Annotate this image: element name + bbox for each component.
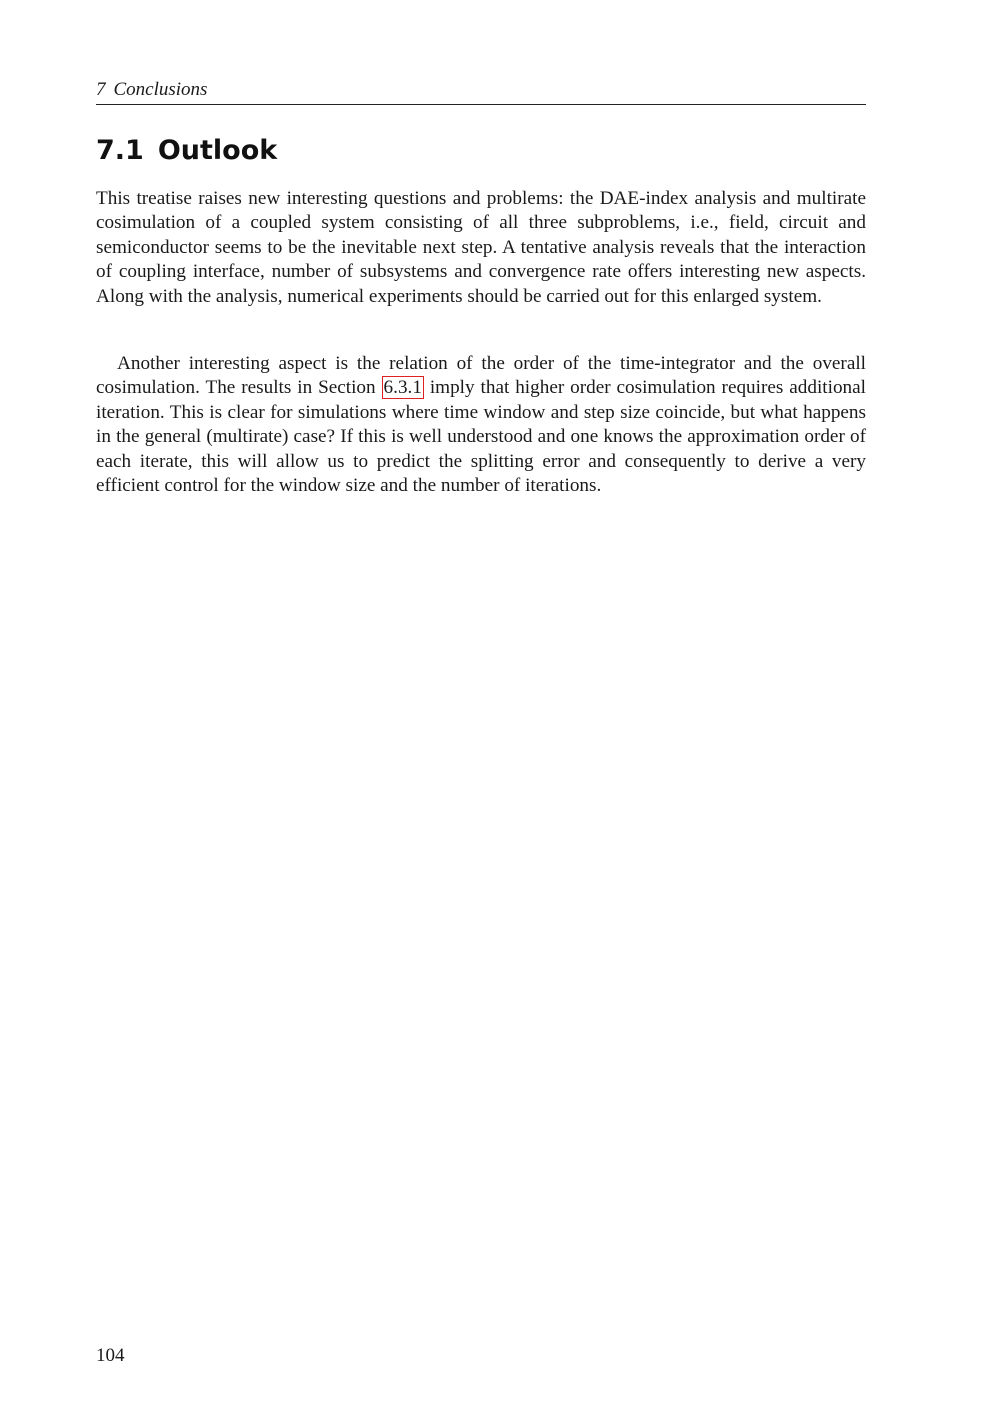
- running-head-chapter-title: Conclusions: [113, 79, 208, 100]
- paragraph-2-text-before: Another interesting aspect is the relation of the order of the time-integrator and the overall cosimulation. The results in Section: [96, 353, 866, 399]
- page-number: 104: [96, 1345, 125, 1366]
- paragraph-2: [96, 352, 866, 498]
- running-head: [96, 78, 866, 105]
- section-heading: [96, 133, 277, 169]
- paragraph-2-text-after: imply that higher order cosimulation requires additional iteration. This is clear for simulations where time window and step size coincide, but what happens in the general (multirate) case? If this is well understood and one knows the approximation order of each iterate, this will allow us to predict the splitting error and consequently to derive a very efficient control for the window size and the number of iterations.: [96, 377, 867, 497]
- section-cross-reference-link[interactable]: 6.3.1: [383, 377, 422, 399]
- running-head-chapter-number: 7: [96, 79, 106, 100]
- section-number: 7.1: [96, 135, 144, 166]
- paragraph-1: This treatise raises new interesting questions and problems: the DAE-index analysis and multirate cosimulation of a coupled system consisting of all three subproblems, i.e., field, circuit and semiconductor seems to be the inevitable next step. A tentative analysis reveals that the interaction of coupling interface, number of subsystems and convergence rate offers interesting new aspects. Along with the analysis, numerical experiments should be carried out for this enlarged system.: [96, 188, 866, 307]
- section-title: Outlook: [157, 135, 278, 166]
